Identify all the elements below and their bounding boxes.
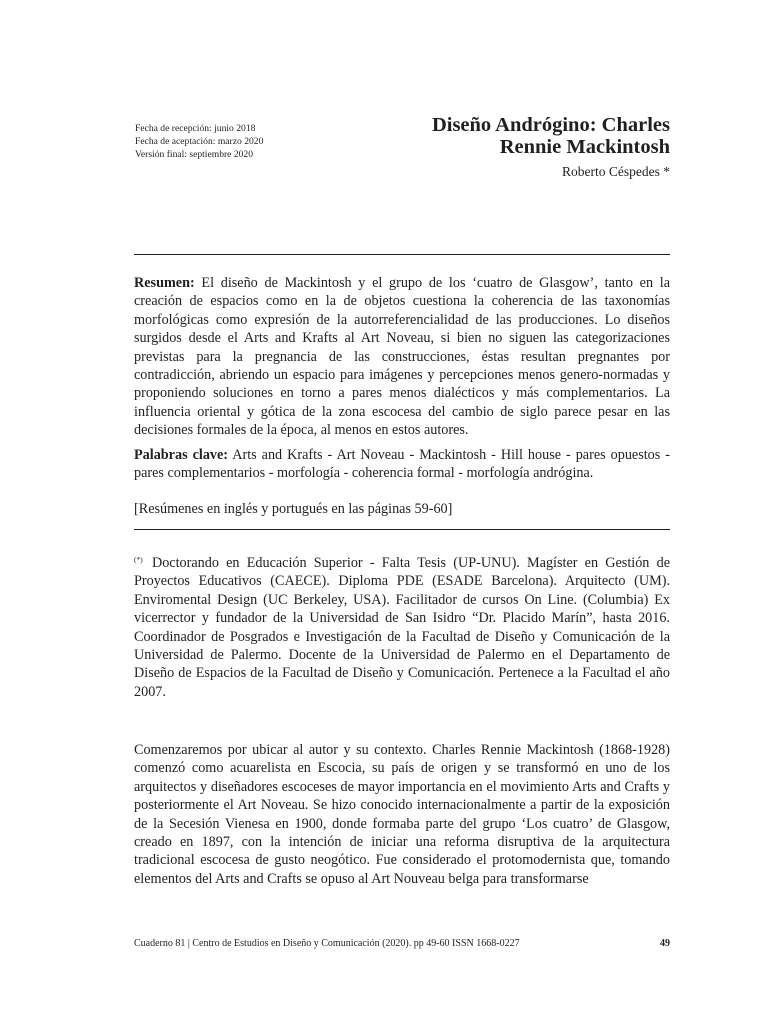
abstract-label: Resumen: xyxy=(134,275,195,291)
abstract xyxy=(134,274,670,440)
received-date: Fecha de recepción: junio 2018 xyxy=(135,123,256,134)
abstract-text: El diseño de Mackintosh y el grupo de los ‘cuatro de Glasgow’, tanto en la creación de espacios como en la de objetos cuestiona la coherencia de las taxonomías morfológicas como expresión de la autorreferencialidad de las producciones. Lo diseños surgidos desde el Arts and Krafts al Art Noveau, si bien no siguen las categorizaciones previstas para la pregnancia de las construcciones, éstas resultan pregnantes por contradicción, abriendo un espacio para imágenes y percepciones menos genero-normadas y proponiendo soluciones en torno a pares menos dialécticos y más complementarios. La influencia oriental y gótica de la zona escocesa del cambio de siglo parece pesar en las decisiones formales de la época, al menos en estos autores. xyxy=(134,275,671,439)
author-footnote xyxy=(134,551,670,701)
summaries-note: [Resúmenes en inglés y portugués en las páginas 59-60] xyxy=(134,501,453,517)
body-paragraph: Comenzaremos por ubicar al autor y su contexto. Charles Rennie Mackintosh (1868-1928) comenzó como acuarelista en Escocia, su país de origen y se transformó en uno de los arquitectos y diseñadores escoceses de mayor importancia en el movimiento Arts and Crafts y posteriormente el Art Noveau. Se hizo conocido internacionalmente a partir de la exposición de la Secesión Vienesa en 1900, donde formaba parte del grupo ‘Los cuatro’ de Glasgow, creado en 1897, con la intención de iniciar una reforma disruptiva de la arquitectura tradicional escocesa de gusto neogótico. Fue considerado el protomodernista que, tomando elementos del Arts and Crafts se opuso al Art Nouveau belga para transformarse xyxy=(134,742,670,887)
final-version-date: Versión final: septiembre 2020 xyxy=(135,149,254,160)
article-title-line-2: Rennie Mackintosh xyxy=(499,136,670,158)
keywords-label: Palabras clave: xyxy=(134,447,229,463)
bottom-divider xyxy=(134,529,670,530)
accepted-date: Fecha de aceptación: marzo 2020 xyxy=(135,136,264,147)
title-block xyxy=(432,114,670,180)
page-number: 49 xyxy=(660,938,670,949)
top-divider xyxy=(134,254,670,255)
page-footer: Cuaderno 81 | Centro de Estudios en Diseño y Comunicación (2020). pp 49-60 ISSN 1668-0227 xyxy=(134,938,520,949)
publication-dates xyxy=(135,122,263,161)
footnote-marker: (*) xyxy=(134,555,143,564)
article-title-line-1: Diseño Andrógino: Charles xyxy=(431,114,670,136)
footnote-text: Doctorando en Educación Superior - Falta Tesis (UP-UNU). Magíster en Gestión de Proyectos Educativos (CAECE). Diploma PDE (ESADE Barcelona). Arquitecto (UM). Enviromental Design (UC Berkeley, USA). Facilitador de cursos On Line. (Columbia) Ex vicerrector y fundador de la Universidad de San Isidro “Dr. Placido Marín”, hasta 2016. Coordinador de Posgrados e Investigación de la Facultad de Diseño y Comunicación de la Universidad de Palermo. Docente de la Universidad de Palermo en el Departamento de Diseño de Espacios de la Facultad de Diseño y Comunicación. Pertenece a la Facultad el año 2007. xyxy=(134,555,670,700)
keywords-text: Arts and Krafts - Art Noveau - Mackintosh - Hill house - pares opuestos - pares complementarios - morfología - coherencia formal - morfología andrógina. xyxy=(134,447,670,482)
keywords xyxy=(134,446,670,483)
article-author: Roberto Céspedes * xyxy=(562,164,670,179)
